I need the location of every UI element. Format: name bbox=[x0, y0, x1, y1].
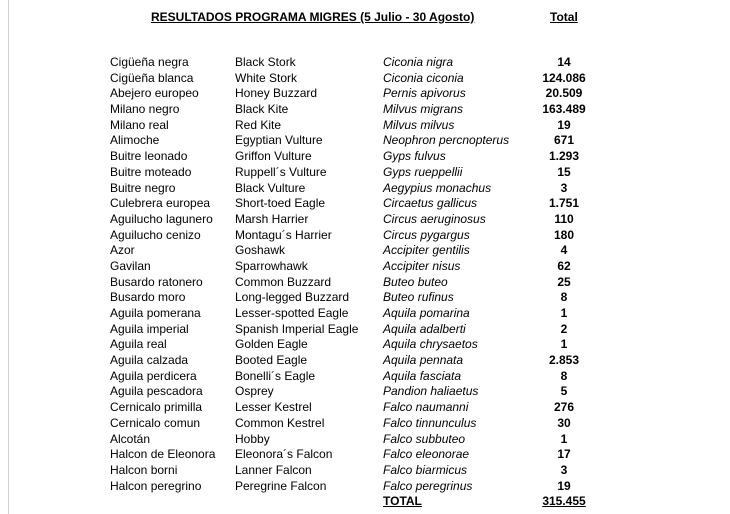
table-row: Buitre leonado Griffon Vulture Gyps fulvus 1.293 bbox=[110, 149, 580, 164]
english-name: Peregrine Falcon bbox=[235, 478, 327, 493]
scientific-name: Gyps rueppellii bbox=[383, 164, 463, 179]
spanish-name: Alimoche bbox=[110, 133, 160, 148]
table-row: Gavilan Sparrowhawk Accipiter nisus 62 bbox=[110, 258, 571, 273]
table-row: Abejero europeo Honey Buzzard Pernis apivorus 20.509 bbox=[110, 86, 583, 101]
spanish-name: Cigüeña blanca bbox=[110, 70, 194, 85]
scientific-name: Aegypius monachus bbox=[383, 180, 492, 195]
english-name: Osprey bbox=[235, 384, 274, 399]
spanish-name: Aguila pescadora bbox=[110, 384, 203, 399]
english-name: Ruppell´s Vulture bbox=[235, 164, 327, 179]
spanish-name: Aguilucho cenizo bbox=[110, 227, 201, 242]
scientific-name: Ciconia nigra bbox=[383, 55, 454, 69]
scientific-name: Accipiter gentilis bbox=[383, 243, 470, 258]
english-name: Eleonora´s Falcon bbox=[235, 447, 333, 462]
table-row: Cernicalo primilla Lesser Kestrel Falco naumanni 276 bbox=[110, 400, 575, 415]
table-row: Aguila calzada Booted Eagle Aquila pennata 2.853 bbox=[110, 353, 580, 368]
scientific-name: Milvus migrans bbox=[383, 102, 464, 117]
english-name: Hobby bbox=[235, 431, 270, 446]
scientific-name: Falco eleonorae bbox=[383, 447, 470, 462]
english-name: Common Kestrel bbox=[235, 415, 325, 430]
scientific-name: Pandion haliaetus bbox=[383, 384, 479, 399]
table-row: Alimoche Egyptian Vulture Neophron percnopterus 671 bbox=[110, 133, 575, 148]
scientific-name: Circus pygargus bbox=[383, 227, 470, 242]
table-row: Aguilucho cenizo Montagu´s Harrier Circus pygargus 180 bbox=[110, 227, 575, 242]
spanish-name: Halcon borni bbox=[110, 462, 178, 477]
scientific-name: Aquila pomarina bbox=[383, 306, 470, 320]
english-name: Montagu´s Harrier bbox=[235, 227, 332, 242]
table-row: Cigüeña negra Black Stork Ciconia nigra 14 bbox=[110, 55, 571, 69]
spanish-name: Aguila real bbox=[110, 337, 167, 352]
english-name: Honey Buzzard bbox=[235, 86, 318, 101]
spanish-name: Culebrera europea bbox=[110, 196, 211, 211]
scientific-name: Ciconia ciconia bbox=[383, 70, 464, 85]
table-row: Halcon de Eleonora Eleonora´s Falcon Falco eleonorae 17 bbox=[110, 447, 571, 462]
english-name: Short-toed Eagle bbox=[235, 196, 326, 211]
spanish-name: Aguila calzada bbox=[110, 353, 189, 368]
species-table bbox=[0, 55, 730, 494]
table-row: Alcotán Hobby Falco subbuteo 1 bbox=[110, 431, 568, 446]
scientific-name: Falco naumanni bbox=[383, 400, 469, 415]
english-name: Lesser-spotted Eagle bbox=[235, 306, 349, 320]
english-name: Spanish Imperial Eagle bbox=[235, 321, 359, 336]
table-row: Aguilucho lagunero Marsh Harrier Circus aeruginosus 110 bbox=[110, 211, 574, 226]
table-row: Aguila pescadora Osprey Pandion haliaetus 5 bbox=[110, 384, 568, 399]
spanish-name: Milano negro bbox=[110, 102, 180, 117]
spanish-name: Abejero europeo bbox=[110, 86, 199, 101]
english-name: Lanner Falcon bbox=[235, 462, 312, 477]
english-name: Sparrowhawk bbox=[235, 258, 308, 273]
scientific-name: Aquila pennata bbox=[383, 353, 464, 368]
table-row: Busardo ratonero Common Buzzard Buteo buteo 25 bbox=[110, 274, 571, 289]
english-name: White Stork bbox=[235, 70, 298, 85]
scientific-name: Falco subbuteo bbox=[383, 431, 466, 446]
spanish-name: Aguilucho lagunero bbox=[110, 211, 213, 226]
table-row: Milano real Red Kite Milvus milvus 19 bbox=[110, 117, 571, 132]
table-row: Cigüeña blanca White Stork Ciconia ciconia 124.086 bbox=[110, 70, 586, 85]
scientific-name: Gyps fulvus bbox=[383, 149, 446, 164]
scientific-name: Falco biarmicus bbox=[383, 462, 468, 477]
spanish-name: Busardo moro bbox=[110, 290, 186, 305]
scientific-name: Neophron percnopterus bbox=[383, 133, 510, 148]
english-name: Black Kite bbox=[235, 102, 289, 117]
table-row: Aguila perdicera Bonelli´s Eagle Aquila fasciata 8 bbox=[110, 368, 568, 383]
spanish-name: Cigüeña negra bbox=[110, 55, 189, 69]
spanish-name: Halcon peregrino bbox=[110, 478, 202, 493]
spanish-name: Aguila perdicera bbox=[110, 368, 197, 383]
spanish-name: Milano real bbox=[110, 117, 169, 132]
scientific-name: Aquila adalberti bbox=[383, 321, 466, 336]
table-row: Halcon borni Lanner Falcon Falco biarmicus 3 bbox=[110, 462, 568, 477]
table-row: Buitre moteado Ruppell´s Vulture Gyps rueppellii 15 bbox=[110, 164, 571, 179]
english-name: Red Kite bbox=[235, 117, 282, 132]
english-name: Marsh Harrier bbox=[235, 211, 309, 226]
table-row: Milano negro Black Kite Milvus migrans 163.489 bbox=[110, 102, 586, 117]
english-name: Lesser Kestrel bbox=[235, 400, 312, 415]
english-name: Golden Eagle bbox=[235, 337, 308, 352]
english-name: Egyptian Vulture bbox=[235, 133, 323, 148]
scientific-name: Buteo rufinus bbox=[383, 290, 454, 305]
english-name: Common Buzzard bbox=[235, 274, 332, 289]
table-row: Aguila real Golden Eagle Aquila chrysaetos 1 bbox=[110, 337, 568, 352]
scientific-name: Buteo buteo bbox=[383, 274, 448, 289]
scientific-name: Circus aeruginosus bbox=[383, 211, 486, 226]
scientific-name: Milvus milvus bbox=[383, 117, 455, 132]
english-name: Black Vulture bbox=[235, 180, 306, 195]
english-name: Bonelli´s Eagle bbox=[235, 368, 316, 383]
table-row: Buitre negro Black Vulture Aegypius monachus 3 bbox=[110, 180, 568, 195]
table-row: Azor Goshawk Accipiter gentilis 4 bbox=[110, 243, 568, 258]
spanish-name: Aguila imperial bbox=[110, 321, 189, 336]
scientific-name: Circaetus gallicus bbox=[383, 196, 478, 211]
table-row: Aguila pomerana Lesser-spotted Eagle Aquila pomarina 1 bbox=[110, 306, 568, 320]
table-row: Aguila imperial Spanish Imperial Eagle Aquila adalberti 2 bbox=[110, 321, 568, 336]
spanish-name: Buitre negro bbox=[110, 180, 176, 195]
spanish-name: Alcotán bbox=[110, 431, 151, 446]
table-row: Busardo moro Long-legged Buzzard Buteo rufinus 8 bbox=[110, 290, 568, 305]
english-name: Black Stork bbox=[235, 55, 296, 69]
total-row: TOTAL 315.455 bbox=[383, 494, 586, 508]
scientific-name: Aquila fasciata bbox=[383, 368, 462, 383]
scientific-name: Falco tinnunculus bbox=[383, 415, 477, 430]
spanish-name: Busardo ratonero bbox=[110, 274, 203, 289]
spanish-name: Aguila pomerana bbox=[110, 306, 201, 320]
spanish-name: Cernicalo primilla bbox=[110, 400, 203, 415]
spanish-name: Azor bbox=[110, 243, 135, 258]
total-column-header: Total bbox=[550, 10, 578, 24]
english-name: Booted Eagle bbox=[235, 353, 308, 368]
table-row: Cernicalo comun Common Kestrel Falco tinnunculus 30 bbox=[110, 415, 571, 430]
spanish-name: Cernicalo comun bbox=[110, 415, 201, 430]
english-name: Long-legged Buzzard bbox=[235, 290, 350, 305]
table-row: Halcon peregrino Peregrine Falcon Falco peregrinus 19 bbox=[110, 478, 571, 493]
spanish-name: Buitre moteado bbox=[110, 164, 192, 179]
scientific-name: Accipiter nisus bbox=[383, 258, 461, 273]
spanish-name: Gavilan bbox=[110, 258, 151, 273]
english-name: Griffon Vulture bbox=[235, 149, 312, 164]
table-row: Culebrera europea Short-toed Eagle Circaetus gallicus 1.751 bbox=[110, 196, 580, 211]
scientific-name: Falco peregrinus bbox=[383, 478, 473, 493]
english-name: Goshawk bbox=[235, 243, 286, 258]
spanish-name: Halcon de Eleonora bbox=[110, 447, 216, 462]
scientific-name: Aquila chrysaetos bbox=[383, 337, 478, 352]
scientific-name: Pernis apivorus bbox=[383, 86, 466, 101]
report-title: RESULTADOS PROGRAMA MIGRES (5 Julio - 30 Agosto) bbox=[151, 10, 475, 24]
spanish-name: Buitre leonado bbox=[110, 149, 188, 164]
total-label: TOTAL bbox=[383, 494, 422, 508]
